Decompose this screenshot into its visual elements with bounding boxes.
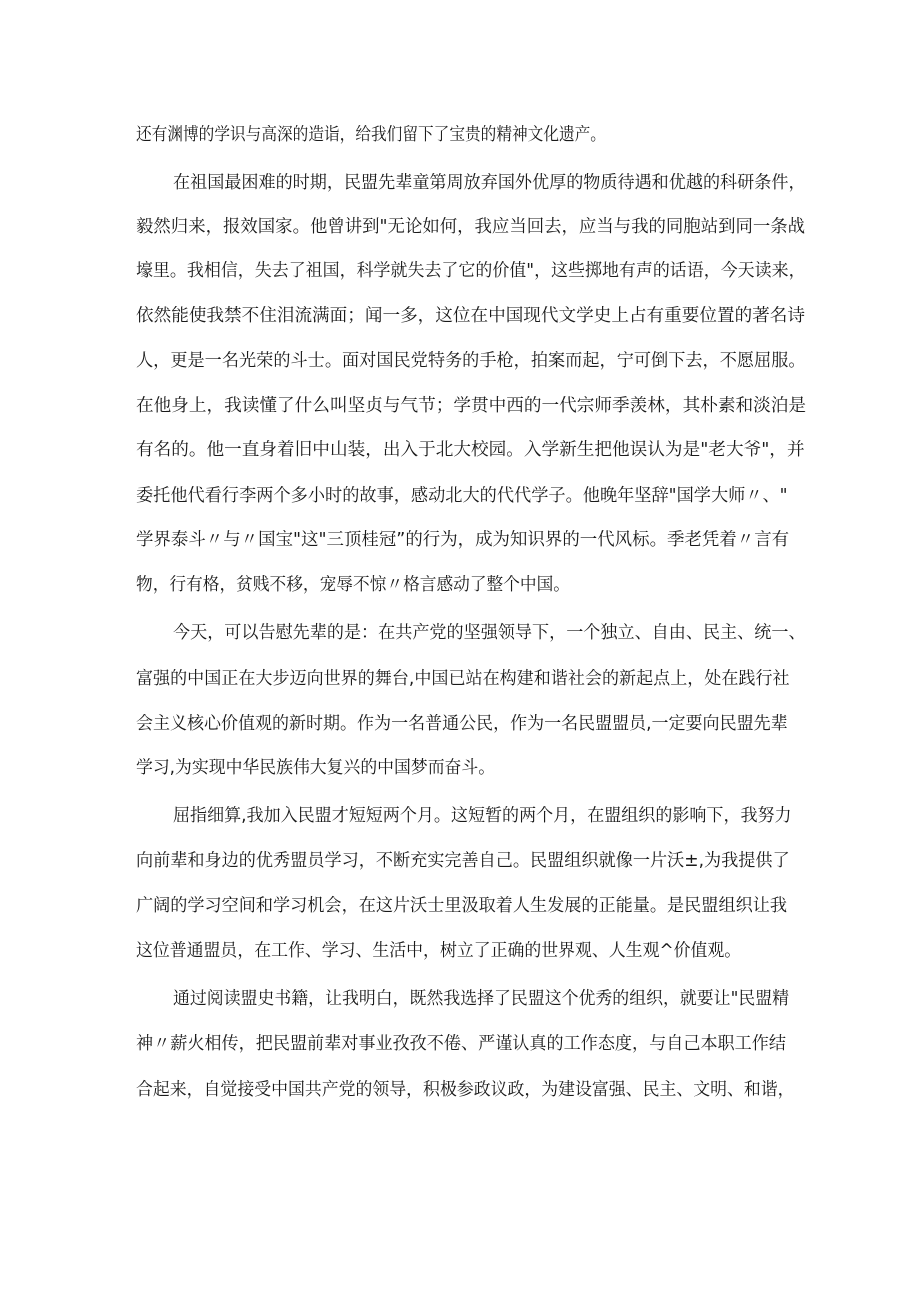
text-line: 向前辈和身边的优秀盟员学习，不断充实完善自己。民盟组织就像一片沃±,为我提供了 [136, 851, 790, 871]
text-line: 物，行有格，贫贱不移，宠辱不惊〃格言感动了整个中国。 [136, 575, 570, 595]
paragraph-first-line: 在祖国最困难的时期，民盟先辈童第周放弃国外优厚的物质待遇和优越的科研条件， [173, 173, 806, 193]
paragraph-first-line: 今天，可以告慰先辈的是：在共产党的坚强领导下，一个独立、自由、民主、统一、 [173, 623, 806, 643]
text-line: 在他身上，我读懂了什么叫坚贞与气节；学贯中西的一代宗师季羡林，其朴素和淡泊是 [136, 396, 806, 416]
text-line: 委托他代看行李两个多小时的故事，感动北大的代代学子。他晚年坚辞"国学大师〃、" [136, 486, 788, 506]
text-line: 这位普通盟员，在工作、学习、生活中，树立了正确的世界观、人生观^价值观。 [136, 941, 742, 961]
text-line: 学习,为实现中华民族伟大复兴的中国梦而奋斗。 [136, 758, 496, 778]
text-line: 合起来，自觉接受中国共产党的领导，积极参政议政，为建设富强、民主、文明、和谐， [136, 1080, 795, 1100]
text-line: 毅然归来，报效国家。他曾讲到"无论如何，我应当回去，应当与我的同胞站到同一条战 [136, 217, 806, 237]
text-line: 依然能使我禁不住泪流满面；闻一多，这位在中国现代文学史上占有重要位置的著名诗 [136, 306, 805, 326]
text-line: 人，更是一名光荣的斗士。面对国民党特务的手枪，拍案而起，宁可倒下去，不愿屈服。 [136, 351, 806, 371]
paragraph-first-line: 屈指细算,我加入民盟才短短两个月。这短暂的两个月，在盟组织的影响下，我努力 [173, 806, 792, 826]
text-line: 学界泰斗〃与〃国宝"这"三顶桂冠”的行为，成为知识界的一代风标。季老凭着〃言有 [136, 530, 790, 550]
text-line: 壕里。我相信，失去了祖国，科学就失去了它的价值"，这些掷地有声的话语，今天读来， [136, 261, 806, 281]
text-line: 会主义核心价值观的新时期。作为一名普通公民，作为一名民盟盟员,一定要向民盟先辈 [136, 714, 788, 734]
paragraph-first-line: 通过阅读盟史书籍，让我明白，既然我选择了民盟这个优秀的组织，就要让"民盟精 [173, 989, 790, 1009]
text-line: 富强的中国正在大步迈向世界的舞台,中国已站在构建和谐社会的新起点上，处在践行社 [136, 669, 790, 689]
text-line: 有名的。他一直身着旧中山装，出入于北大校园。入学新生把他误认为是"老大爷"，并 [136, 440, 805, 460]
text-line: 还有渊博的学识与高深的造诣，给我们留下了宝贵的精神文化遗产。 [136, 125, 606, 145]
text-line: 神〃薪火相传，把民盟前辈对事业孜孜不倦、严谨认真的工作态度，与自己本职工作结 [136, 1034, 786, 1054]
text-line: 广阔的学习空间和学习机会，在这片沃士里汲取着人生发展的正能量。是民盟组织让我 [136, 896, 787, 916]
